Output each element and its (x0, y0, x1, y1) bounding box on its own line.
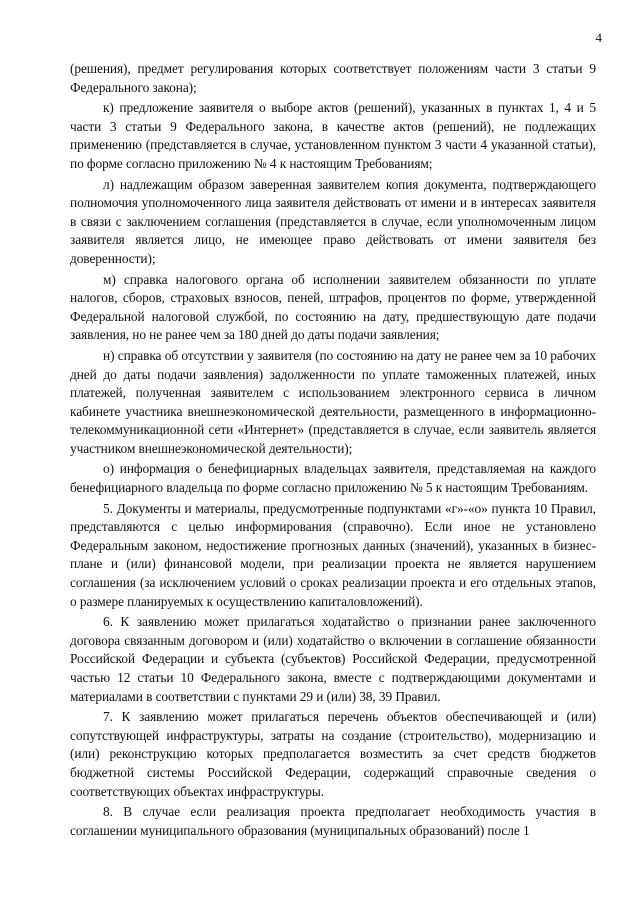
paragraph-item-m: м) справка налогового органа об исполнении заявителем обязанности по уплате налогов, сборов, страховых взносов, пеней, штрафов, процентов по форме, утвержденной Федеральной налоговой службой, по состоянию на дату, предшествующую дате подачи заявления, но не ранее чем за 180 дней до даты подачи заявления; (70, 271, 596, 343)
paragraph-clause-5: 5. Документы и материалы, предусмотренные подпунктами «г»-«о» пункта 10 Правил, представляются с целью информирования (справочно). Если иное не установлено Федеральным законом, недостижение прогнозных данных (значений), указанных в бизнес-плане и (или) финансовой модели, при реализации проекта не является нарушением соглашения (за исключением условий о сроках реализации проекта и его отдельных этапов, о размере планируемых к осуществлению капиталовложений). (70, 500, 596, 609)
paragraph-continuation: (решения), предмет регулирования которых соответствует положениям части 3 статьи 9 Федерального закона); (70, 61, 596, 95)
paragraph-item-k: к) предложение заявителя о выборе актов (решений), указанных в пунктах 1, 4 и 5 части 3 статьи 9 Федерального закона, в качестве актов (решений), не подлежащих применению (представляется в случае, установленном пунктом 3 части 4 указанной статьи), по форме согласно приложению № 4 к настоящим Требованиям; (70, 100, 596, 171)
paragraph-item-l: л) надлежащим образом заверенная заявителем копия документа, подтверждающего полномочия уполномоченного лица заявителя действовать от имени и в интересах заявителя в связи с заключением соглашения (представляется в случае, если уполномоченным лицом заявителя является лицо, не имеющее право действовать от имени заявителя без доверенности); (70, 176, 596, 266)
paragraph-item-n: н) справка об отсутствии у заявителя (по состоянию на дату не ранее чем за 10 рабочих дней до даты подачи заявления) задолженности по уплате таможенных платежей, иных платежей, полученная заявителем с использованием электронного сервиса в личном кабинете участника внешнеэкономической деятельности, размещенного в информационно-телекоммуникационной сети «Интернет» (представляется в случае, если заявитель является участником внешнеэкономической деятельности); (70, 347, 596, 456)
paragraph-item-o: о) информация о бенефициарных владельцах заявителя, представляемая на каждого бенефициарного владельца по форме согласно приложению № 5 к настоящим Требованиям. (70, 461, 596, 496)
document-body (70, 60, 596, 840)
page-number: 4 (595, 30, 602, 45)
paragraph-clause-8: 8. В случае если реализация проекта предполагает необходимость участия в соглашении муниципального образования (муниципальных образований) после 1 (70, 804, 596, 838)
paragraph-clause-6: 6. К заявлению может прилагаться ходатайство о признании ранее заключенного договора связанным договором и (или) ходатайство о включении в соглашение обязанности Российской Федерации и субъекта (субъектов) Российской Федерации, предусмотренной частью 12 статьи 10 Федерального закона, вместе с подтверждающими документами и материалами в соответствии с пунктами 29 и (или) 38, 39 Правил. (70, 614, 596, 704)
paragraph-clause-7: 7. К заявлению может прилагаться перечень объектов обеспечивающей и (или) сопутствующей инфраструктуры, затраты на создание (строительство), модернизацию и (или) реконструкцию которых предполагается возместить за счет средств бюджетов бюджетной системы Российской Федерации, содержащий справочные сведения о соответствующих объектах инфраструктуры. (70, 709, 596, 799)
